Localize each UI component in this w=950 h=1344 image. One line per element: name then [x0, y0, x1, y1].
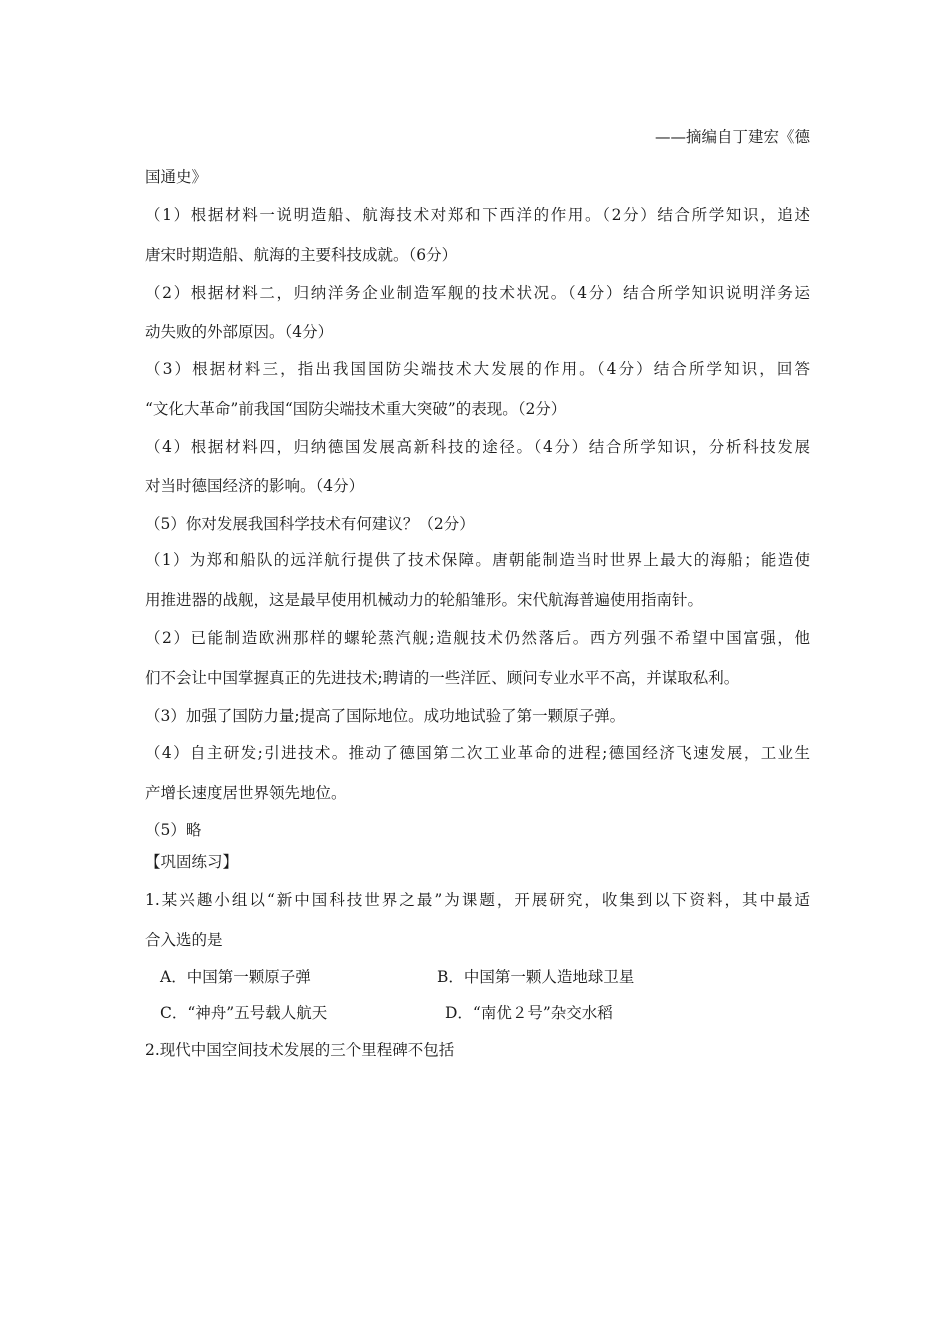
citation-line-1: ——摘编自丁建宏《德: [654, 128, 810, 146]
answer-5: （5）略: [145, 821, 202, 839]
question-3-line-1: （3）根据材料三，指出我国国防尖端技术大发展的作用。（4分）结合所学知识，回答: [145, 360, 810, 378]
option-a: A．中国第一颗原子弹: [160, 968, 311, 986]
answer-4-line-2: 产增长速度居世界领先地位。: [145, 784, 347, 802]
question-3-line-2: “文化大革命”前我国“国防尖端技术重大突破”的表现。（2分）: [145, 400, 567, 418]
answer-1-line-1: （1）为郑和船队的远洋航行提供了技术保障。唐朝能制造当时世界上最大的海船；能造使: [145, 551, 810, 569]
option-b: B．中国第一颗人造地球卫星: [437, 968, 635, 986]
answer-1-line-2: 用推进器的战舰，这是最早使用机械动力的轮船雏形。宋代航海普遍使用指南针。: [145, 591, 704, 609]
question-4-line-1: （4）根据材料四，归纳德国发展高新科技的途径。（4分）结合所学知识，分析科技发展: [145, 438, 810, 456]
question-2-line-2: 动失败的外部原因。（4分）: [145, 323, 334, 341]
practice-item-1-line-2: 合入选的是: [145, 931, 223, 949]
answer-2-line-2: 们不会让中国掌握真正的先进技术;聘请的一些洋匠、顾问专业水平不高，并谋取私利。: [145, 669, 740, 687]
question-2-line-1: （2）根据材料二，归纳洋务企业制造军舰的技术状况。（4分）结合所学知识说明洋务运: [145, 284, 810, 302]
practice-heading: 【巩固练习】: [145, 853, 239, 871]
question-1-line-1: （1）根据材料一说明造船、航海技术对郑和下西洋的作用。（2分）结合所学知识，追述: [145, 206, 810, 224]
option-c: C．“神舟”五号载人航天: [160, 1004, 328, 1022]
practice-item-1-line-1: 1.某兴趣小组以“新中国科技世界之最”为课题，开展研究，收集到以下资料，其中最适: [145, 891, 810, 909]
question-5: （5）你对发展我国科学技术有何建议？（2分）: [145, 515, 475, 533]
practice-item-2: 2.现代中国空间技术发展的三个里程碑不包括: [145, 1041, 455, 1059]
question-1-line-2: 唐宋时期造船、航海的主要科技成就。（6分）: [145, 246, 458, 264]
citation-line-2: 国通史》: [145, 168, 208, 186]
option-d: D．“南优２号”杂交水稻: [445, 1004, 613, 1022]
answer-4-line-1: （4）自主研发;引进技术。推动了德国第二次工业革命的进程;德国经济飞速发展，工业生: [145, 744, 810, 762]
answer-2-line-1: （2）已能制造欧洲那样的螺轮蒸汽舰;造舰技术仍然落后。西方列强不希望中国富强，他: [145, 629, 810, 647]
question-4-line-2: 对当时德国经济的影响。（4分）: [145, 477, 365, 495]
answer-3: （3）加强了国防力量;提高了国际地位。成功地试验了第一颗原子弹。: [145, 707, 626, 725]
